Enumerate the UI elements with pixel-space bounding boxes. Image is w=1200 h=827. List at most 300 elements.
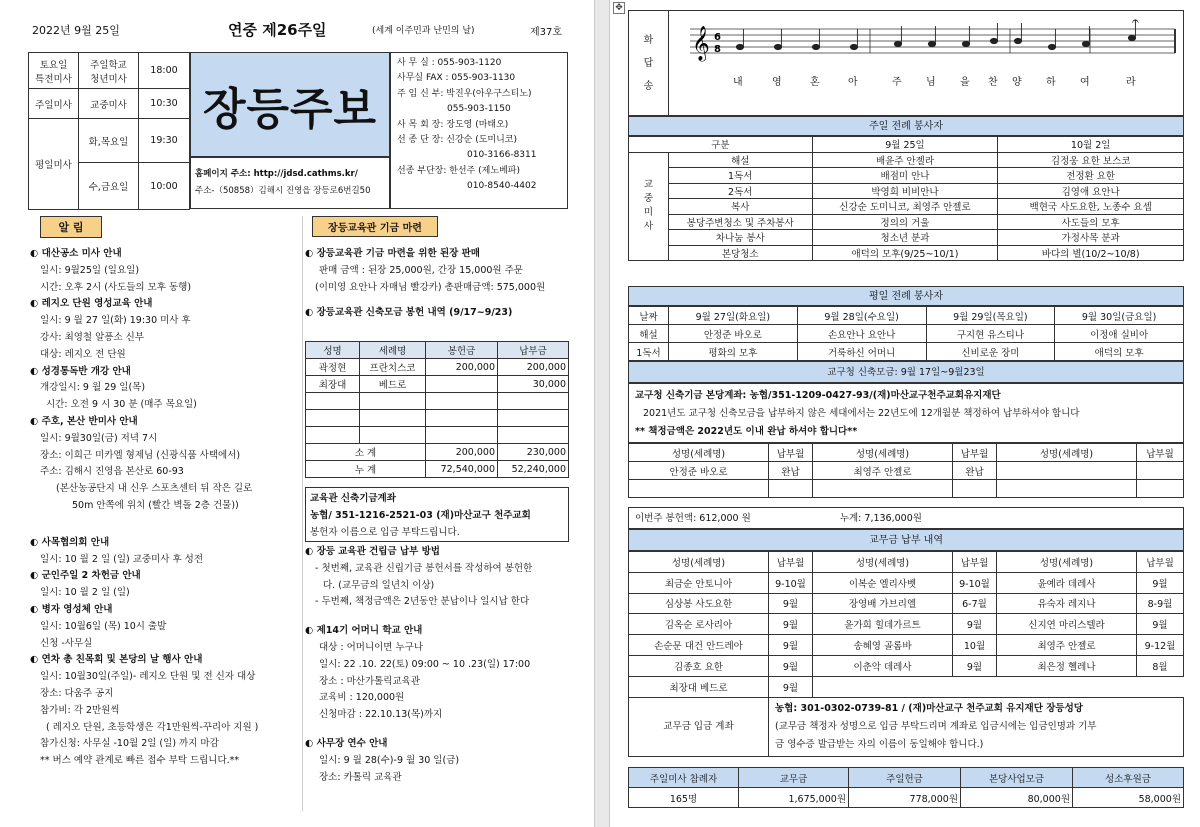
- edu-cell: 8월: [1137, 655, 1184, 676]
- table-row: [629, 462, 1184, 480]
- note-head: [736, 44, 743, 49]
- pledge-cell: [360, 427, 426, 444]
- table-row: [629, 655, 1184, 676]
- stats-value: 58,000원: [1073, 788, 1184, 808]
- treble-clef-icon: 𝄞: [692, 26, 710, 61]
- servers-cell: 김영애 요안나: [998, 183, 1184, 199]
- lyric-syllable: 찬: [988, 77, 998, 88]
- servers-cell: 김정웅 요한 보스코: [998, 152, 1184, 168]
- mother-school-line: 일시: 22 .10. 22(토) 09:00 ~ 10 .23(일) 17:00: [319, 658, 531, 670]
- servers-cell: 배점미 안나: [812, 168, 998, 184]
- pledge-cell: 누 계: [306, 461, 426, 478]
- contact-line: 선 종 단 장: 신강순 (도미니코): [397, 135, 517, 146]
- building-cell: [997, 480, 1137, 498]
- weekday-cell: 이정애 실비아: [1055, 325, 1184, 343]
- schedule-cell: 화,목요일: [79, 119, 139, 163]
- pledge-cell: [498, 427, 569, 444]
- pledge-cell: 72,540,000: [426, 461, 498, 478]
- weekday-cell: 9월 27일(화요일): [669, 307, 798, 325]
- edu-account-box: [628, 697, 1184, 757]
- servers-cell: 봉당주변청소 및 주차봉사: [668, 214, 812, 230]
- method-title: ◐ 장등 교육관 건립금 납부 방법: [305, 546, 440, 557]
- weekday-cell: 9월 30일(금요일): [1055, 307, 1184, 325]
- building-col-header: 성명(세례명): [997, 444, 1137, 462]
- building-cell: [953, 480, 997, 498]
- stats-value: 1,675,000원: [739, 788, 849, 808]
- edu-cell: 9-12월: [1137, 635, 1184, 656]
- fund-column: [305, 246, 575, 322]
- weekday-cell: 신비로운 장미: [926, 343, 1055, 361]
- notice-line: 일시: 10월6일 (목) 10시 출발: [40, 620, 167, 632]
- brand-text: 장등주보: [202, 83, 377, 135]
- schedule-cell: 평일미사: [29, 119, 79, 210]
- edu-col-header: 납부월: [769, 552, 813, 573]
- edu-col-header: 성명(세례명): [813, 552, 953, 573]
- building-col-header: 납부월: [769, 444, 813, 462]
- note-head: [990, 38, 997, 43]
- weekly-offering: 이번주 봉헌액: 612,000 원: [635, 513, 751, 524]
- edu-cell: 9월: [1137, 614, 1184, 635]
- note-head: [928, 41, 935, 46]
- edu-cell: 신지연 마리스텔라: [997, 614, 1137, 635]
- contact-line: 사무실 FAX : 055-903-1130: [397, 73, 516, 84]
- notice-item: [30, 535, 298, 569]
- music-staff: [670, 11, 1184, 115]
- pledge-col-header: 세례명: [360, 342, 426, 359]
- notice-line: 장소: 다움주 공지: [40, 687, 114, 699]
- servers-cell: 배윤주 안젤라: [812, 152, 998, 168]
- weekday-cell: 애덕의 모후: [1055, 343, 1184, 361]
- fund-method-block: [305, 544, 575, 786]
- pledge-cell: 200,000: [498, 359, 569, 376]
- table-row: [629, 168, 1184, 184]
- table-row: [306, 410, 569, 427]
- fund-sale-title: ◐ 장등교육관 기금 마련을 위한 된장 판매: [305, 248, 480, 259]
- notice-title: ◐ 연차 총 친목회 및 본당의 날 행사 안내: [30, 654, 203, 666]
- building-cell: [769, 480, 813, 498]
- building-cell: 안정준 바오로: [629, 462, 769, 480]
- servers-cell: 박영희 비비안나: [812, 183, 998, 199]
- psalm-label-char: 송: [643, 81, 654, 92]
- notice-line: 시간: 오후 2시 (사도들의 모후 동행): [40, 281, 192, 293]
- page-right: [610, 0, 1200, 827]
- pledge-cell: [426, 410, 498, 427]
- table-row: [629, 245, 1184, 261]
- edu-account-note: (교무금 책정자 성명으로 입금 부탁드리며 계좌로 입금시에는 입금인명과 기부: [775, 721, 1097, 732]
- pledge-cell: 230,000: [498, 444, 569, 461]
- pledge-cell: [426, 427, 498, 444]
- pledge-col-header: 납부금: [498, 342, 569, 359]
- bulletin-subtitle: (세계 이주민과 난민의 날): [372, 26, 475, 36]
- notice-line: 참가신청: 사무실 -10월 2일 (일) 까지 마감: [40, 738, 219, 750]
- pledge-cell: 소 계: [306, 444, 426, 461]
- edu-account-label: 교무금 입금 계좌: [629, 698, 769, 756]
- parish-address: 주소-（50858）김해시 진영읍 장등로6번길50: [195, 186, 371, 196]
- lyric-syllable: 양: [1012, 77, 1022, 88]
- notice-title: ◐ 주호, 본산 반미사 안내: [30, 415, 138, 427]
- pledge-cell: [306, 427, 360, 444]
- table-row: [629, 788, 1184, 808]
- servers-cell: 신강순 도미니코, 최영주 안젤로: [812, 199, 998, 215]
- notice-line: 일시: 9월30일(금) 저녁 7시: [40, 432, 158, 444]
- edu-cell: 윤가희 힐데가르트: [813, 614, 953, 635]
- edu-cell: 9-10월: [953, 572, 997, 593]
- edu-cell: 9월: [953, 614, 997, 635]
- building-col-header: 성명(세례명): [629, 444, 769, 462]
- notice-item: [30, 652, 298, 770]
- pledge-title: ◐ 장등교육관 신축모금 봉헌 내역 (9/17~9/23): [305, 307, 513, 319]
- fund-sale-line: (이미영 요안나 자매님 빨강카) 총판매금액: 575,000원: [315, 281, 546, 293]
- note-head: [812, 44, 819, 49]
- lyric-syllable: 을: [960, 77, 970, 88]
- servers-cell: 1독서: [668, 168, 812, 184]
- notice-item: [30, 364, 298, 414]
- edu-cell: 최은정 헬레나: [997, 655, 1137, 676]
- psalm-label-char: 답: [643, 58, 654, 69]
- pledge-subtotal-row: [306, 444, 569, 461]
- edu-cell: 9월: [953, 655, 997, 676]
- building-cell: [997, 462, 1137, 480]
- notice-line: 일시: 10 월 2 일 (일) 교중미사 후 성전: [40, 553, 204, 565]
- mother-school-line: 교육비 : 120,000원: [319, 692, 405, 704]
- schedule-cell: 교중미사: [79, 89, 139, 119]
- pledge-cell: [306, 410, 360, 427]
- table-row: [306, 376, 569, 393]
- edu-cell: 이복순 엘리사벳: [813, 572, 953, 593]
- notice-line: 시간: 오전 9 시 30 분 (매주 목요일): [46, 399, 197, 411]
- homepage-url[interactable]: 홈페이지 주소: http://jdsd.cathms.kr/: [195, 169, 358, 179]
- mass-schedule-table: [28, 52, 190, 210]
- notice-title: ◐ 사목협의회 안내: [30, 536, 110, 548]
- edu-cell: 윤예라 데레사: [997, 572, 1137, 593]
- schedule-cell: 수,금요일: [79, 163, 139, 210]
- stats-header: 교무금: [739, 768, 849, 788]
- servers-cell: 본당청소: [668, 245, 812, 261]
- mother-school-line: 장소 : 마산가톨릭교육관: [319, 675, 421, 687]
- pledge-cell: [360, 410, 426, 427]
- pledge-table: [305, 341, 569, 478]
- schedule-cell: 10:30: [139, 89, 190, 119]
- pledge-cell: 52,240,000: [498, 461, 569, 478]
- lyric-syllable: 여: [1080, 77, 1090, 88]
- schedule-cell: 토요일 특전미사: [29, 53, 79, 89]
- notice-line: ** 버스 예약 관계로 빠른 접수 부탁 드립니다.**: [40, 755, 240, 767]
- lyric-syllable: 님: [926, 77, 936, 88]
- notice-title: ◐ 대산공소 미사 안내: [30, 248, 122, 259]
- bulletin-date: 2022년 9월 25일: [32, 24, 120, 37]
- method-line: 다. (교무금의 일년치 이상): [323, 579, 435, 591]
- notice-line: 대상: 레지오 전 단원: [40, 348, 126, 360]
- notice-title: ◐ 레지오 단원 영성교육 안내: [30, 298, 153, 310]
- notice-item: [30, 602, 298, 652]
- table-row: [629, 307, 1184, 325]
- note-head: [1128, 35, 1135, 40]
- method-line: - 첫번째, 교육관 신립기금 봉헌서를 작성하여 봉헌한: [315, 562, 533, 574]
- table-row: [629, 572, 1184, 593]
- building-fund-summary: [628, 507, 1184, 529]
- weekday-cell: 손요안나 요안나: [797, 325, 926, 343]
- contact-line: 사 무 실 : 055-903-1120: [397, 58, 502, 68]
- contact-line: 055-903-1150: [447, 104, 511, 115]
- edu-cell: 김종호 요한: [629, 655, 769, 676]
- pledge-cell: [360, 393, 426, 410]
- notice-line: 50m 안쪽에 위치 (빨간 벽돌 2층 건물)): [72, 499, 239, 511]
- account-note: 봉헌자 이름으로 입금 부탁드립니다.: [310, 527, 460, 538]
- weekday-cell: 9월 28일(수요일): [797, 307, 926, 325]
- pledge-cell: [426, 393, 498, 410]
- pledge-cell: 200,000: [426, 359, 498, 376]
- edu-cell: 손순문 대건 안드레아: [629, 635, 769, 656]
- building-col-header: 성명(세례명): [813, 444, 953, 462]
- table-row: [629, 593, 1184, 614]
- notice-item: [30, 414, 298, 515]
- psalm-label-char: 화: [643, 35, 654, 46]
- notice-line: 일시: 9 월 27 일(화) 19:30 미사 후: [40, 315, 191, 327]
- edu-cell: 송혜영 골롬바: [813, 635, 953, 656]
- servers-cell: 가정사목 분과: [998, 230, 1184, 246]
- edu-cell: 유숙자 레지나: [997, 593, 1137, 614]
- account-title: 교육관 신축기금계좌: [310, 493, 396, 504]
- edu-cell: 심상봉 사도요한: [629, 593, 769, 614]
- building-cell: 완납: [953, 462, 997, 480]
- stats-header: 주일헌금: [849, 768, 961, 788]
- edu-cell: 최금순 안토니아: [629, 572, 769, 593]
- building-account-box: [305, 487, 569, 542]
- lyrics-row: [670, 73, 1184, 93]
- pledge-cell: [306, 393, 360, 410]
- table-row: [306, 359, 569, 376]
- pledge-cell: 30,000: [498, 376, 569, 393]
- note-head: [774, 44, 781, 49]
- building-fund-title: 교구청 신축모금: 9월 17일~9월23일: [628, 361, 1184, 383]
- weekday-servers-table: [628, 306, 1184, 361]
- edu-cell: 9월: [769, 593, 813, 614]
- servers-cell: 백현국 사도요한, 노종수 요셉: [998, 199, 1184, 215]
- pledge-total-row: [306, 461, 569, 478]
- staff-training-line: 장소: 카톨릭 교육관: [319, 771, 402, 783]
- notice-column: [30, 246, 298, 770]
- servers-side-label: 교 중 미 사: [629, 152, 669, 261]
- table-row: [629, 343, 1184, 361]
- edu-fund-table: [628, 551, 1184, 698]
- edu-col-header: 납부월: [1137, 552, 1184, 573]
- edu-col-header: 납부월: [953, 552, 997, 573]
- mother-school-line: 대상 : 어머니이면 누구나: [319, 641, 424, 653]
- notice-line: 신청 -사무실: [40, 637, 93, 649]
- building-fund-table: [628, 443, 1184, 498]
- fermata-icon: 𝄐: [1132, 14, 1139, 28]
- lyric-syllable: 아: [848, 77, 858, 88]
- table-row: [629, 183, 1184, 199]
- edu-cell: 9월: [769, 635, 813, 656]
- notice-line: (본산농공단지 내 신우 스포츠센터 뒤 작은 길로: [56, 483, 253, 495]
- staff-training-title: ◐ 사무장 연수 안내: [305, 737, 388, 749]
- edu-cell: 9월: [769, 614, 813, 635]
- building-cell: 완납: [769, 462, 813, 480]
- sunday-servers-table: [628, 136, 1184, 261]
- servers-cell: 사도들의 모후: [998, 214, 1184, 230]
- notice-heading: 알 림: [40, 216, 102, 238]
- edu-cell: 9-10월: [769, 572, 813, 593]
- notice-title: ◐ 성경통독반 개강 안내: [30, 365, 131, 377]
- psalm-response-box: [628, 10, 1184, 116]
- pledge-cell: 200,000: [426, 444, 498, 461]
- notice-line: 일시: 9월25일 (일요일): [40, 264, 140, 276]
- table-row: [629, 199, 1184, 215]
- note-head: [1082, 41, 1089, 46]
- stats-value: 80,000원: [961, 788, 1073, 808]
- schedule-cell: 주일학교 청년미사: [79, 53, 139, 89]
- edu-cell: 이춘악 데레사: [813, 655, 953, 676]
- stats-value: 778,000원: [849, 788, 961, 808]
- table-row: [629, 676, 1184, 697]
- table-row: [629, 614, 1184, 635]
- stats-header: 본당사업모금: [961, 768, 1073, 788]
- weekday-cell: 평화의 모후: [669, 343, 798, 361]
- building-cell: [1137, 462, 1184, 480]
- contact-line: 사 목 회 장: 장도영 (마태오): [397, 119, 509, 130]
- notice-line: 참가비: 각 2만원씩: [40, 704, 120, 716]
- issue-number: 제37호: [530, 27, 563, 38]
- edu-col-header: 성명(세례명): [997, 552, 1137, 573]
- pledge-cell: [498, 410, 569, 427]
- note-head: [850, 44, 857, 49]
- note-head: [962, 41, 969, 46]
- lyric-syllable: 혼: [810, 77, 820, 88]
- building-cell: [813, 480, 953, 498]
- lyric-syllable: 하: [1046, 77, 1056, 88]
- column-divider: [302, 216, 303, 811]
- table-row: [629, 325, 1184, 343]
- notice-line: ( 레지오 단원, 초등학생은 각1만원씩-꾸리아 지원 ): [46, 721, 259, 733]
- table-row: [306, 427, 569, 444]
- stats-header: 주일미사 참례자: [629, 768, 739, 788]
- table-row: [629, 480, 1184, 498]
- servers-header: 구분: [629, 137, 813, 153]
- servers-cell: 전정환 요한: [998, 168, 1184, 184]
- edu-cell: 9월: [769, 655, 813, 676]
- notice-line: 장소: 이희근 미카엘 형제님 (신광식품 사택에서): [40, 449, 241, 461]
- pledge-cell: 최장대: [306, 376, 360, 393]
- notice-item: [30, 296, 298, 363]
- page-gap: [594, 0, 610, 827]
- building-deadline-line: ** 책정금액은 2022년도 이내 완납 하셔야 합니다**: [635, 426, 858, 437]
- servers-cell: 애덕의 모후(9/25~10/1): [812, 245, 998, 261]
- edu-cell: 최영주 안젤로: [997, 635, 1137, 656]
- contact-line: 주 임 신 부: 박진우(아우구스티노): [397, 88, 532, 99]
- edu-account-number: 농협: 301-0302-0739-81 / (재)마산교구 천주교회 유지재단 장등성당: [775, 703, 1083, 714]
- building-col-header: 납부월: [1137, 444, 1184, 462]
- servers-header: 9월 25일: [812, 137, 998, 153]
- notice-line: 일시: 10월30일(주일)- 레지오 단원 및 전 신자 대상: [40, 671, 256, 683]
- pledge-cell: 베드로: [360, 376, 426, 393]
- weekday-cell: 날짜: [629, 307, 669, 325]
- servers-cell: 2독서: [668, 183, 812, 199]
- servers-header: 10월 2일: [998, 137, 1184, 153]
- svg-text:8: 8: [714, 44, 721, 55]
- staff-training-line: 일시: 9 월 28(수)-9 월 30 일(금): [319, 754, 460, 766]
- pledge-cell: 프란치스코: [360, 359, 426, 376]
- building-note-line: 2021년도 교구청 신축모금을 납부하지 않은 세대에서는 22년도에 12개월분 책정하여 납부하셔야 합니다: [643, 408, 1080, 419]
- move-handle-icon[interactable]: ✥: [613, 2, 625, 14]
- contact-line: 010-3166-8311: [467, 150, 537, 161]
- servers-cell: 청소년 분과: [812, 230, 998, 246]
- account-number: 농협/ 351-1216-2521-03 (재)마산교구 천주교회: [310, 510, 531, 521]
- building-cell: [629, 480, 769, 498]
- building-cell: [1137, 480, 1184, 498]
- edu-cell: 장영배 가브리엘: [813, 593, 953, 614]
- note-head: [1048, 44, 1055, 49]
- notice-line: 강사: 최영철 알퐁소 신부: [40, 331, 145, 343]
- fund-sale-line: 판매 금액 : 된장 25,000원, 간장 15,000원 주문: [319, 264, 523, 276]
- table-row: [629, 230, 1184, 246]
- page-left: [0, 0, 594, 827]
- schedule-cell: 10:00: [139, 163, 190, 210]
- building-col-header: 납부월: [953, 444, 997, 462]
- table-row: [629, 152, 1184, 168]
- weekday-cell: 거룩하신 어머니: [797, 343, 926, 361]
- edu-col-header: 성명(세례명): [629, 552, 769, 573]
- schedule-cell: 주일미사: [29, 89, 79, 119]
- note-head: [894, 41, 901, 46]
- contact-box: [390, 52, 568, 209]
- notice-title: ◐ 군인주일 2 차헌금 안내: [30, 570, 141, 582]
- pledge-col-header: 성명: [306, 342, 360, 359]
- schedule-cell: 19:30: [139, 119, 190, 163]
- weekday-servers-title: 평일 전례 봉사자: [628, 286, 1184, 306]
- lyric-syllable: 라: [1126, 77, 1136, 88]
- stats-header: 성소후원금: [1073, 768, 1184, 788]
- mother-school-title: ◐ 제14기 어머니 학교 안내: [305, 625, 423, 637]
- building-cell: 최영주 안젤로: [813, 462, 953, 480]
- pledge-cell: 곽정현: [306, 359, 360, 376]
- servers-cell: 정의의 거울: [812, 214, 998, 230]
- table-row: [629, 635, 1184, 656]
- fund-heading: 장등교육관 기금 마련: [312, 216, 438, 237]
- servers-cell: 차나눔 봉사: [668, 230, 812, 246]
- note-head: [1014, 38, 1021, 43]
- edu-cell: 8-9월: [1137, 593, 1184, 614]
- weekday-cell: 해설: [629, 325, 669, 343]
- servers-cell: 복사: [668, 199, 812, 215]
- sunday-servers-title: 주일 전례 봉사자: [628, 116, 1184, 136]
- lyric-syllable: 주: [892, 77, 902, 88]
- edu-cell: 9월: [1137, 572, 1184, 593]
- notice-line: 일시: 10 월 2 일 (일): [40, 587, 130, 599]
- method-line: - 두번째, 책정금액은 2년동안 분납이나 일시납 한다: [315, 596, 530, 608]
- weekly-stats-table: [628, 767, 1184, 808]
- edu-cell: [813, 676, 1184, 697]
- edu-cell: 10월: [953, 635, 997, 656]
- notice-line: 개강일시: 9 월 29 일(목): [40, 382, 146, 394]
- notice-item: [30, 568, 298, 602]
- edu-cell: 최장대 베드로: [629, 676, 769, 697]
- stats-value: 165명: [629, 788, 739, 808]
- servers-cell: 해설: [668, 152, 812, 168]
- servers-cell: 바다의 별(10/2~10/8): [998, 245, 1184, 261]
- pledge-cell: [426, 376, 498, 393]
- table-row: [629, 214, 1184, 230]
- notice-title: ◐ 병자 영성체 안내: [30, 603, 113, 615]
- notice-item: [30, 246, 298, 296]
- lyric-syllable: 내: [733, 77, 743, 88]
- edu-cell: 6-7월: [953, 593, 997, 614]
- homepage-box: [190, 157, 390, 209]
- contact-line: 010-8540-4402: [467, 181, 537, 192]
- lyric-syllable: 영: [772, 77, 782, 88]
- building-fund-text: [628, 383, 1184, 443]
- weekday-cell: 1독서: [629, 343, 669, 361]
